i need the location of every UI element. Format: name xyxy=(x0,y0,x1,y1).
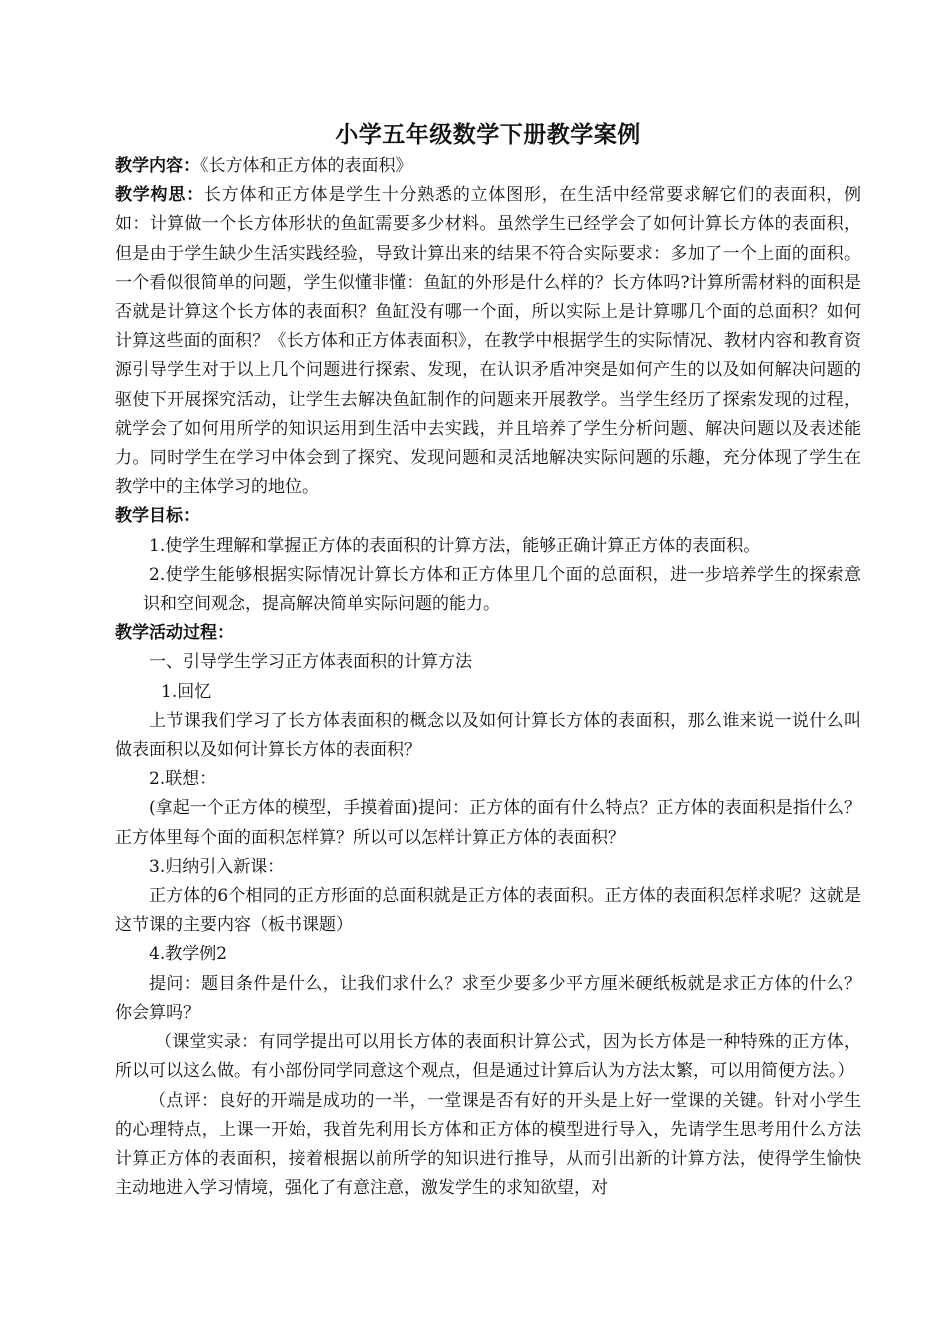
class-record: （课堂实录：有同学提出可以用长方体的表面积计算公式，因为长方体是一种特殊的正方体，所以可以这么做。有小部份同学同意这个观点，但是通过计算后认为方法太繁，可以用简便方法。） xyxy=(115,1032,861,1082)
section-heading-1: 一、引导学生学习正方体表面积的计算方法 xyxy=(149,652,472,673)
goal-item-1: 1.使学生理解和掌握正方体的表面积的计算方法，能够正确计算正方体的表面积。 xyxy=(149,535,761,556)
step-4-title: 4.教学例2 xyxy=(149,944,228,965)
step-3-title: 3.归纳引入新课： xyxy=(149,856,285,877)
step-1-title: 1.回忆 xyxy=(161,681,212,702)
step-1-text: 上节课我们学习了长方体表面积的概念以及如何计算长方体的表面积，那么谁来说一说什么叫做表面积以及如何计算长方体的表面积？ xyxy=(115,710,861,761)
page-title: 小学五年级数学下册教学案例 xyxy=(335,122,641,148)
idea-label: 教学构思： xyxy=(115,185,204,206)
content-label: 教学内容： xyxy=(115,156,200,176)
goals-label: 教学目标： xyxy=(115,506,200,527)
content-paragraph xyxy=(115,152,861,181)
idea-text: 长方体和正方体是学生十分熟悉的立体图形，在生活中经常要求解它们的表面积，例如：计算做一个长方体形状的鱼缸需要多少材料。虽然学生已经学会了如何计算长方体的表面积，但是由于学生缺少生活实践经验，导致计算出来的结果不符合实际要求：多加了一个上面的面积。一个看似很简单的问题，学生似懂非懂：鱼缸的外形是什么样的？长方体吗?计算所需材料的面积是否就是计算这个长方体的表面积？鱼缸没有哪一个面，所以实际上是计算哪几个面的总面积？如何计算这些面的面积？《长方体和正方体表面积》，在教学中根据学生的实际情况、教材内容和教育资源引导学生对于以上几个问题进行探索、发现，在认识矛盾冲突是如何产生的以及如何解决问题的驱使下开展探究活动，让学生去解决鱼缸制作的问题来开展教学。当学生经历了探索发现的过程，就学会了如何用所学的知识运用到生活中去实践，并且培养了学生分析问题、解决问题以及表述能力。同时学生在学习中体会到了探究、发现问题和灵活地解决实际问题的乐趣，充分体现了学生在教学中的主体学习的地位。 xyxy=(115,185,862,498)
document-body xyxy=(115,118,861,1203)
process-label: 教学活动过程： xyxy=(115,623,234,644)
idea-paragraph xyxy=(115,181,861,502)
step-3-text: 正方体的6个相同的正方形面的总面积就是正方体的表面积。正方体的表面积怎样求呢？这就是这节课的主要内容（板书课题） xyxy=(115,886,861,936)
teacher-comment: （点评：良好的开端是成功的一半，一堂课是否有好的开头是上好一堂课的关键。针对小学生的心理特点，上课一开始，我首先利用长方体和正方体的模型进行导入，先请学生思考用什么方法计算正方体的表面积，接着根据以前所学的知识进行推导，从而引出新的计算方法，使得学生愉快主动地进入学习情境，强化了有意注意，激发学生的求知欲望，对 xyxy=(115,1090,861,1199)
step-2-text: (拿起一个正方体的模型，手摸着面)提问：正方体的面有什么特点？正方体的表面积是指什么？正方体里每个面的面积怎样算？所以可以怎样计算正方体的表面积？ xyxy=(115,798,861,848)
step-4-text: 提问：题目条件是什么，让我们求什么？求至少要多少平方厘米硬纸板就是求正方体的什么？你会算吗？ xyxy=(115,973,861,1023)
step-2-title: 2.联想： xyxy=(149,769,217,790)
content-text: 《长方体和正方体的表面积》 xyxy=(200,156,413,176)
goal-item-2: 2.使学生能够根据实际情况计算长方体和正方体里几个面的总面积，进一步培养学生的探索意识和空间观念，提高解决简单实际问题的能力。 xyxy=(143,564,861,615)
